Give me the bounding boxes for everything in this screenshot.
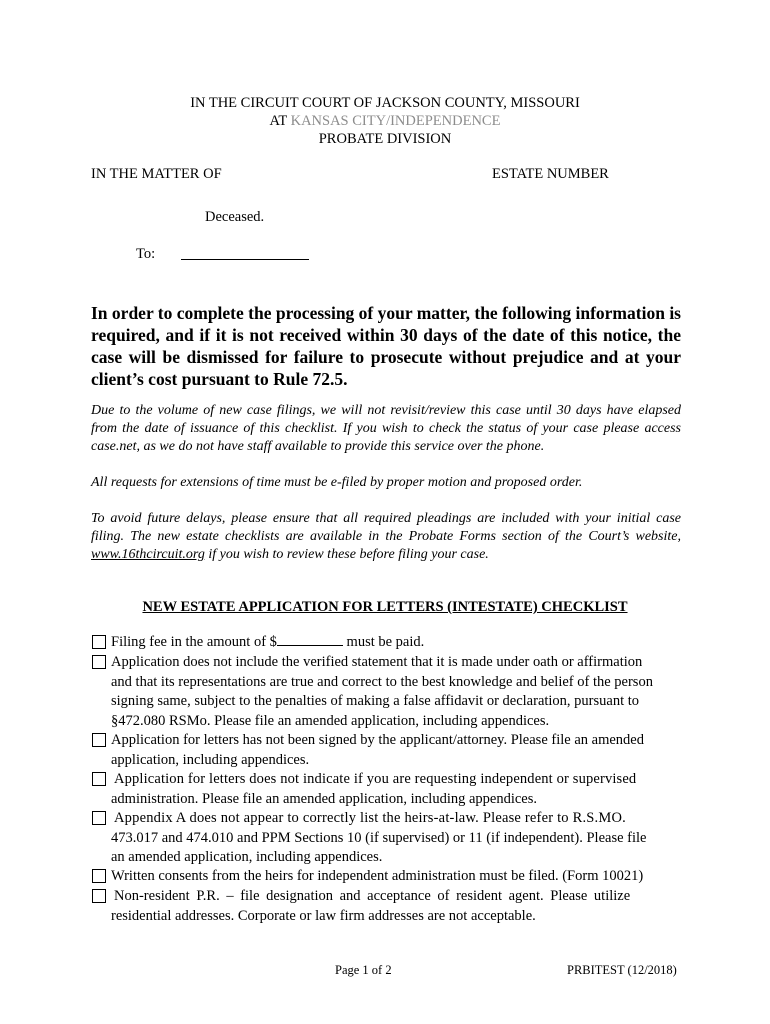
checkbox-filing-fee[interactable] — [92, 635, 106, 649]
deceased-label: Deceased. — [205, 209, 265, 225]
court-title: IN THE CIRCUIT COURT OF JACKSON COUNTY, MISSOURI — [190, 95, 580, 111]
checklist-title: NEW ESTATE APPLICATION FOR LETTERS (INTESTATE) CHECKLIST — [142, 599, 628, 615]
checkbox-written-consents[interactable] — [92, 869, 106, 883]
volume-paragraph: Due to the volume of new case filings, we will not revisit/review this case until 30 days have elapsed from the date of issuance of this checklist. If you wish to check the status of your case please access case.net, as we do not have staff available to provide this service over the phone. — [91, 403, 681, 454]
court-location: KANSAS CITY/INDEPENDENCE — [290, 113, 501, 129]
item-line: residential addresses. Corporate or law firm addresses are not acceptable. — [111, 907, 536, 924]
matter-label: IN THE MATTER OF — [91, 166, 222, 182]
item-line: Application for letters has not been signed by the applicant/attorney. Please file an amended — [111, 732, 644, 748]
court-location-line — [0, 113, 770, 130]
checkbox-administration-type[interactable] — [92, 772, 106, 786]
item-line: Application for letters does not indicate if you are requesting independent or supervised — [114, 771, 637, 787]
checkbox-not-signed[interactable] — [92, 733, 106, 747]
page-number: Page 1 of 2 — [335, 963, 392, 977]
item-line: Non-resident P.R. – file designation and acceptance of resident agent. Please utilize — [114, 888, 631, 904]
avoid-delays-text: To avoid future delays, please ensure that all required pleadings are included with your initial case filing. The new estate checklists are available in the Probate Forms section of the Court’s website, — [91, 511, 681, 544]
checklist-item-written-consents — [111, 867, 681, 887]
form-id: PRBITEST (12/2018) — [567, 963, 677, 977]
estate-number-label: ESTATE NUMBER — [492, 166, 609, 182]
recipient-line — [181, 259, 309, 260]
division-title: PROBATE DIVISION — [318, 131, 452, 147]
filing-fee-suffix: must be paid. — [346, 634, 425, 650]
avoid-delays-suffix: if you wish to review these before filing your case. — [204, 547, 489, 562]
item-line: signing same, subject to the penalties of making a false affidavit or declaration, pursuant to — [111, 693, 640, 709]
court-website-link[interactable]: www.16thcircuit.org — [91, 547, 205, 562]
item-line: Appendix A does not appear to correctly list the heirs-at-law. Please refer to R.S.MO. — [114, 810, 626, 826]
item-line: administration. Please file an amended application, including appendices. — [111, 790, 538, 807]
item-line: and that its representations are true and correct to the best knowledge and belief of the person — [111, 673, 653, 690]
checkbox-appendix-a[interactable] — [92, 811, 106, 825]
extensions-paragraph: All requests for extensions of time must be e-filed by proper motion and proposed order. — [91, 475, 583, 490]
checkbox-verified-statement[interactable] — [92, 655, 106, 669]
item-line: 473.017 and 474.010 and PPM Sections 10 (if supervised) or 11 (if independent). Please file — [111, 829, 647, 846]
avoid-delays-paragraph — [91, 510, 681, 564]
checklist-item-verified-statement — [111, 653, 681, 731]
filing-fee-amount-blank[interactable] — [277, 633, 343, 646]
checklist-item-not-signed — [111, 731, 681, 770]
court-location-prefix: AT — [269, 113, 291, 129]
checklist-item-non-resident — [111, 887, 681, 926]
filing-fee-text: Filing fee in the amount of $ — [111, 634, 277, 650]
checklist-item-administration-type — [111, 770, 681, 809]
item-line: §472.080 RSMo. Please file an amended application, including appendices. — [111, 712, 550, 729]
item-line: application, including appendices. — [111, 751, 310, 768]
checklist-item-filing-fee — [111, 633, 681, 653]
item-line: Written consents from the heirs for independent administration must be filed. (Form 10021) — [111, 868, 644, 884]
checklist-item-appendix-a — [111, 809, 681, 868]
to-label: To: — [136, 246, 156, 262]
checkbox-non-resident[interactable] — [92, 889, 106, 903]
notice-heading: In order to complete the processing of your matter, the following information is required, and if it is not received within 30 days of the date of this notice, the case will be dismissed for failure to prosecute without prejudice and at your client’s cost pursuant to Rule 72.5. — [91, 303, 681, 389]
item-line: Application does not include the verified statement that it is made under oath or affirmation — [111, 654, 643, 670]
item-line: an amended application, including appendices. — [111, 849, 383, 865]
